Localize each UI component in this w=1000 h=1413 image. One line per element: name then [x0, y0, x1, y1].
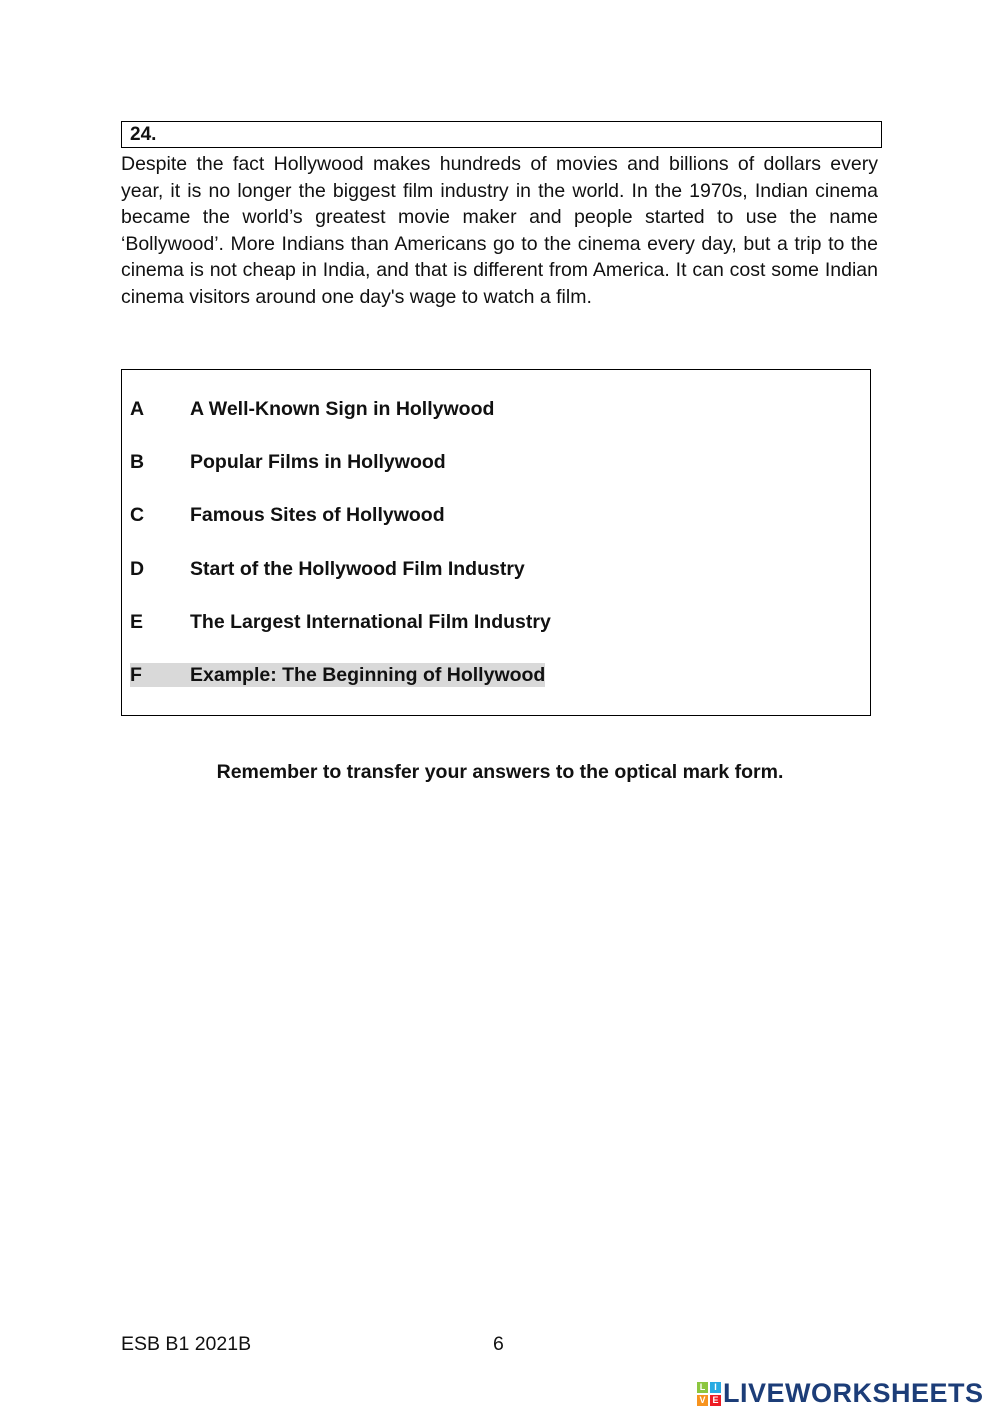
- question-number: 24.: [130, 124, 157, 145]
- option-letter: D: [130, 557, 145, 580]
- option-letter: E: [130, 610, 144, 633]
- option-letter: A: [130, 397, 145, 420]
- logo-letter-v: V: [697, 1395, 708, 1406]
- option-a[interactable]: [130, 397, 494, 421]
- option-b[interactable]: [130, 450, 446, 474]
- option-d[interactable]: [130, 557, 525, 581]
- option-text: The Largest International Film Industry: [190, 610, 551, 633]
- option-text: Popular Films in Hollywood: [190, 450, 446, 473]
- option-letter: F: [130, 663, 142, 686]
- page-number: 6: [493, 1333, 504, 1355]
- option-letter: B: [130, 450, 145, 473]
- question-number-box: [121, 121, 882, 148]
- transfer-reminder: Remember to transfer your answers to the optical mark form.: [216, 761, 784, 783]
- heading-options-box: [121, 369, 871, 716]
- exam-code: ESB B1 2021B: [121, 1333, 252, 1355]
- option-text: Example: The Beginning of Hollywood: [190, 663, 546, 686]
- option-f-example: [130, 663, 545, 687]
- brand-grid-icon: [697, 1382, 721, 1406]
- liveworksheets-logo[interactable]: [697, 1378, 984, 1409]
- option-e[interactable]: [130, 610, 551, 634]
- option-letter: C: [130, 503, 145, 526]
- brand-name: LIVEWORKSHEETS: [723, 1378, 984, 1408]
- option-text: A Well-Known Sign in Hollywood: [190, 397, 495, 420]
- logo-letter-i: I: [710, 1382, 721, 1393]
- logo-letter-e: E: [710, 1395, 721, 1406]
- logo-letter-l: L: [697, 1382, 708, 1393]
- option-c[interactable]: [130, 503, 445, 527]
- option-text: Start of the Hollywood Film Industry: [190, 557, 525, 580]
- option-text: Famous Sites of Hollywood: [190, 503, 445, 526]
- reading-passage: Despite the fact Hollywood makes hundreds of movies and billions of dollars every year, it is no longer the biggest film industry in the world. In the 1970s, Indian cinema became the world’s greatest movie maker and people started to use the name ‘Bollywood’. More Indians than Americans go to the cinema every day, but a trip to the cinema is not cheap in India, and that is different from America. It can cost some Indian cinema visitors around one day's wage to watch a film.: [121, 153, 878, 308]
